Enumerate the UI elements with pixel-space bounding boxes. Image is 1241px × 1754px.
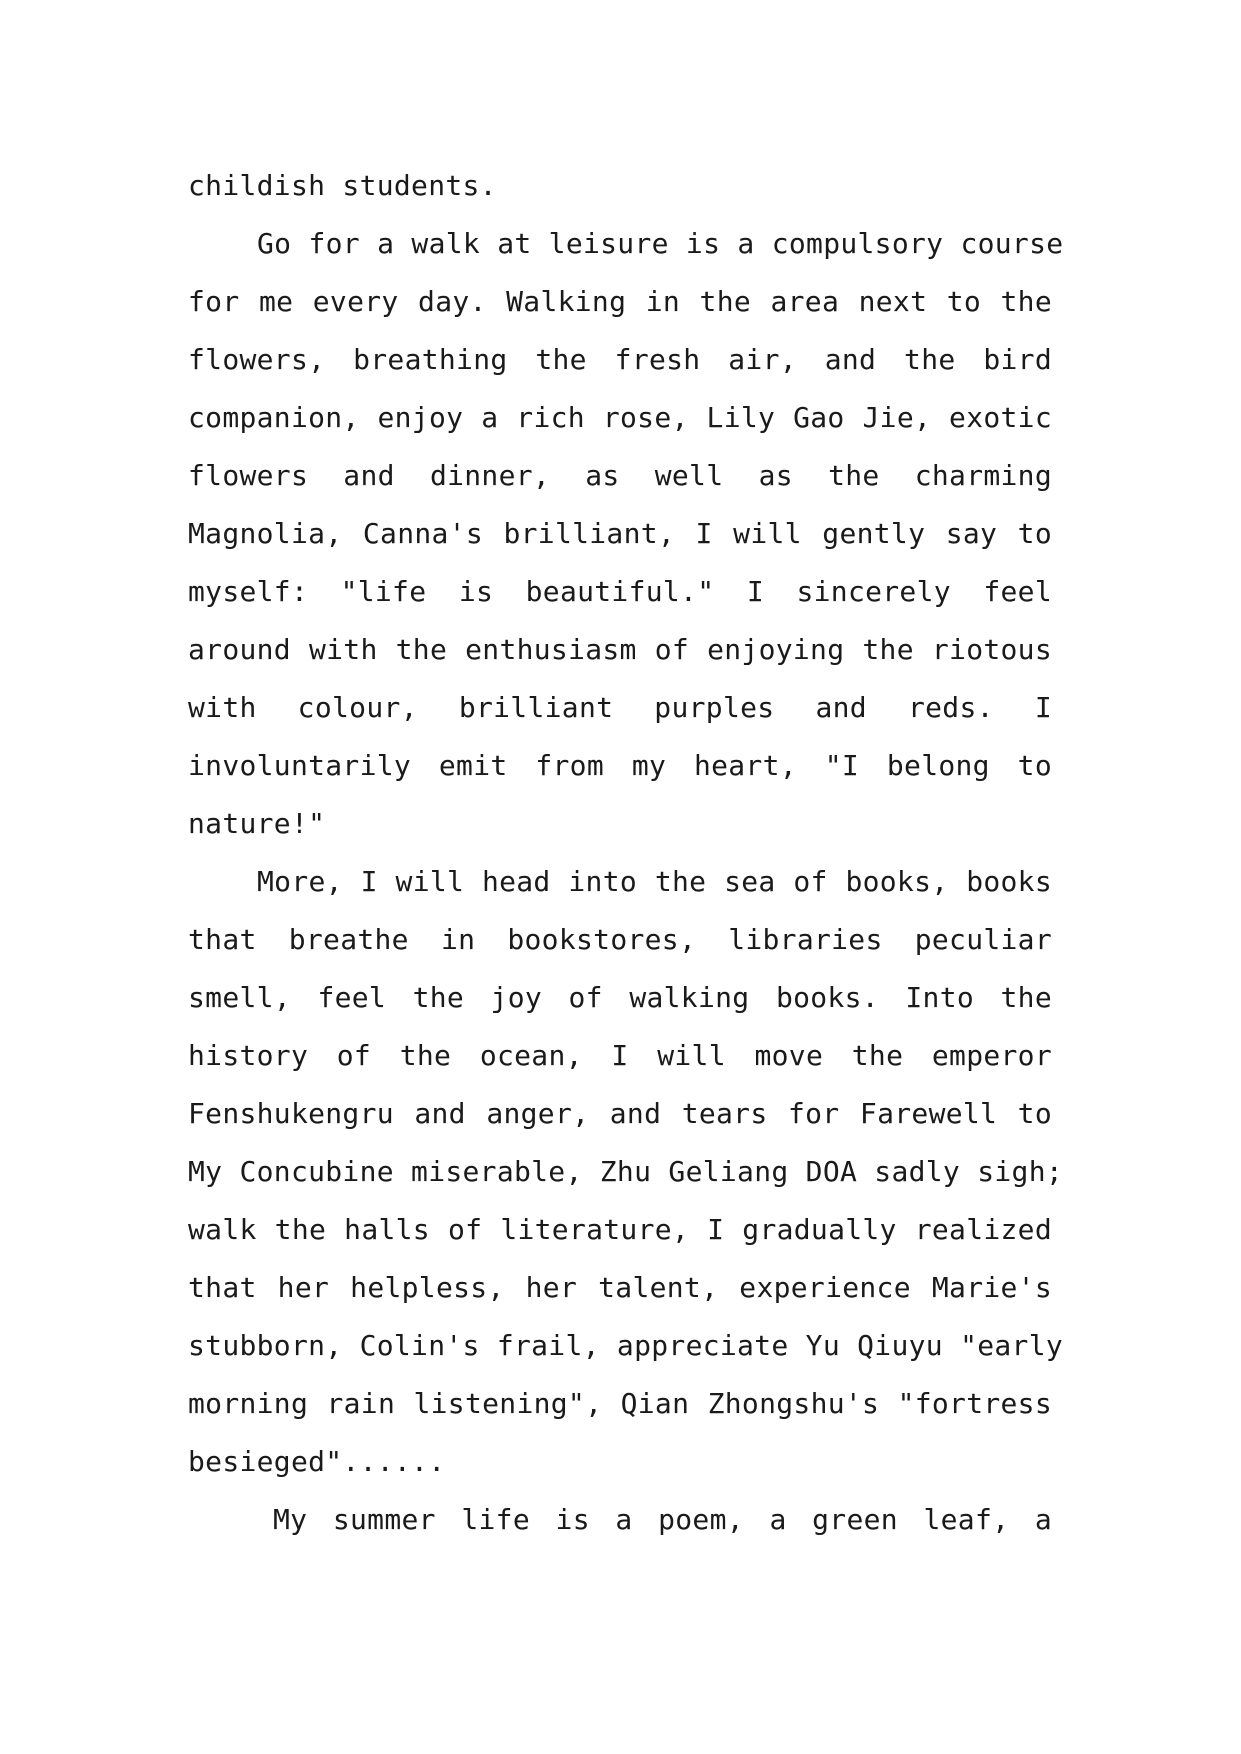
text-line: Magnolia, Canna's brilliant, I will gently say to <box>188 517 1052 550</box>
text-line: flowers and dinner, as well as the charming <box>188 459 1052 492</box>
text-line: myself: "life is beautiful." I sincerely feel <box>188 575 1052 608</box>
text-line: involuntarily emit from my heart, "I belong to <box>188 749 1052 782</box>
text-line: walk the halls of literature, I gradually realized <box>188 1213 1052 1246</box>
text-line: companion, enjoy a rich rose, Lily Gao Jie, exotic <box>188 401 1052 434</box>
text-line: that breathe in bookstores, libraries peculiar <box>188 923 1052 956</box>
text-line: More, I will head into the sea of books, books <box>257 865 1052 898</box>
text-line: My Concubine miserable, Zhu Geliang DOA sadly sigh; <box>188 1155 1064 1188</box>
text-line: morning rain listening", Qian Zhongshu's "fortress <box>188 1387 1052 1420</box>
text-line: for me every day. Walking in the area next to the <box>188 285 1052 318</box>
text-line: Fenshukengru and anger, and tears for Farewell to <box>188 1097 1052 1130</box>
text-line: with colour, brilliant purples and reds. I <box>188 691 1052 724</box>
text-line: history of the ocean, I will move the emperor <box>188 1039 1052 1072</box>
text-line: nature!" <box>188 807 326 840</box>
text-line: smell, feel the joy of walking books. Into the <box>188 981 1052 1014</box>
text-line: flowers, breathing the fresh air, and the bird <box>188 343 1052 376</box>
text-line: My summer life is a poem, a green leaf, a <box>273 1503 1052 1536</box>
text-line: Go for a walk at leisure is a compulsory course <box>257 227 1064 260</box>
text-line: that her helpless, her talent, experience Marie's <box>188 1271 1052 1304</box>
text-line: childish students. <box>188 169 497 202</box>
text-line: besieged"...... <box>188 1445 446 1478</box>
text-line: stubborn, Colin's frail, appreciate Yu Qiuyu "early <box>188 1329 1064 1362</box>
text-line: around with the enthusiasm of enjoying the riotous <box>188 633 1052 666</box>
